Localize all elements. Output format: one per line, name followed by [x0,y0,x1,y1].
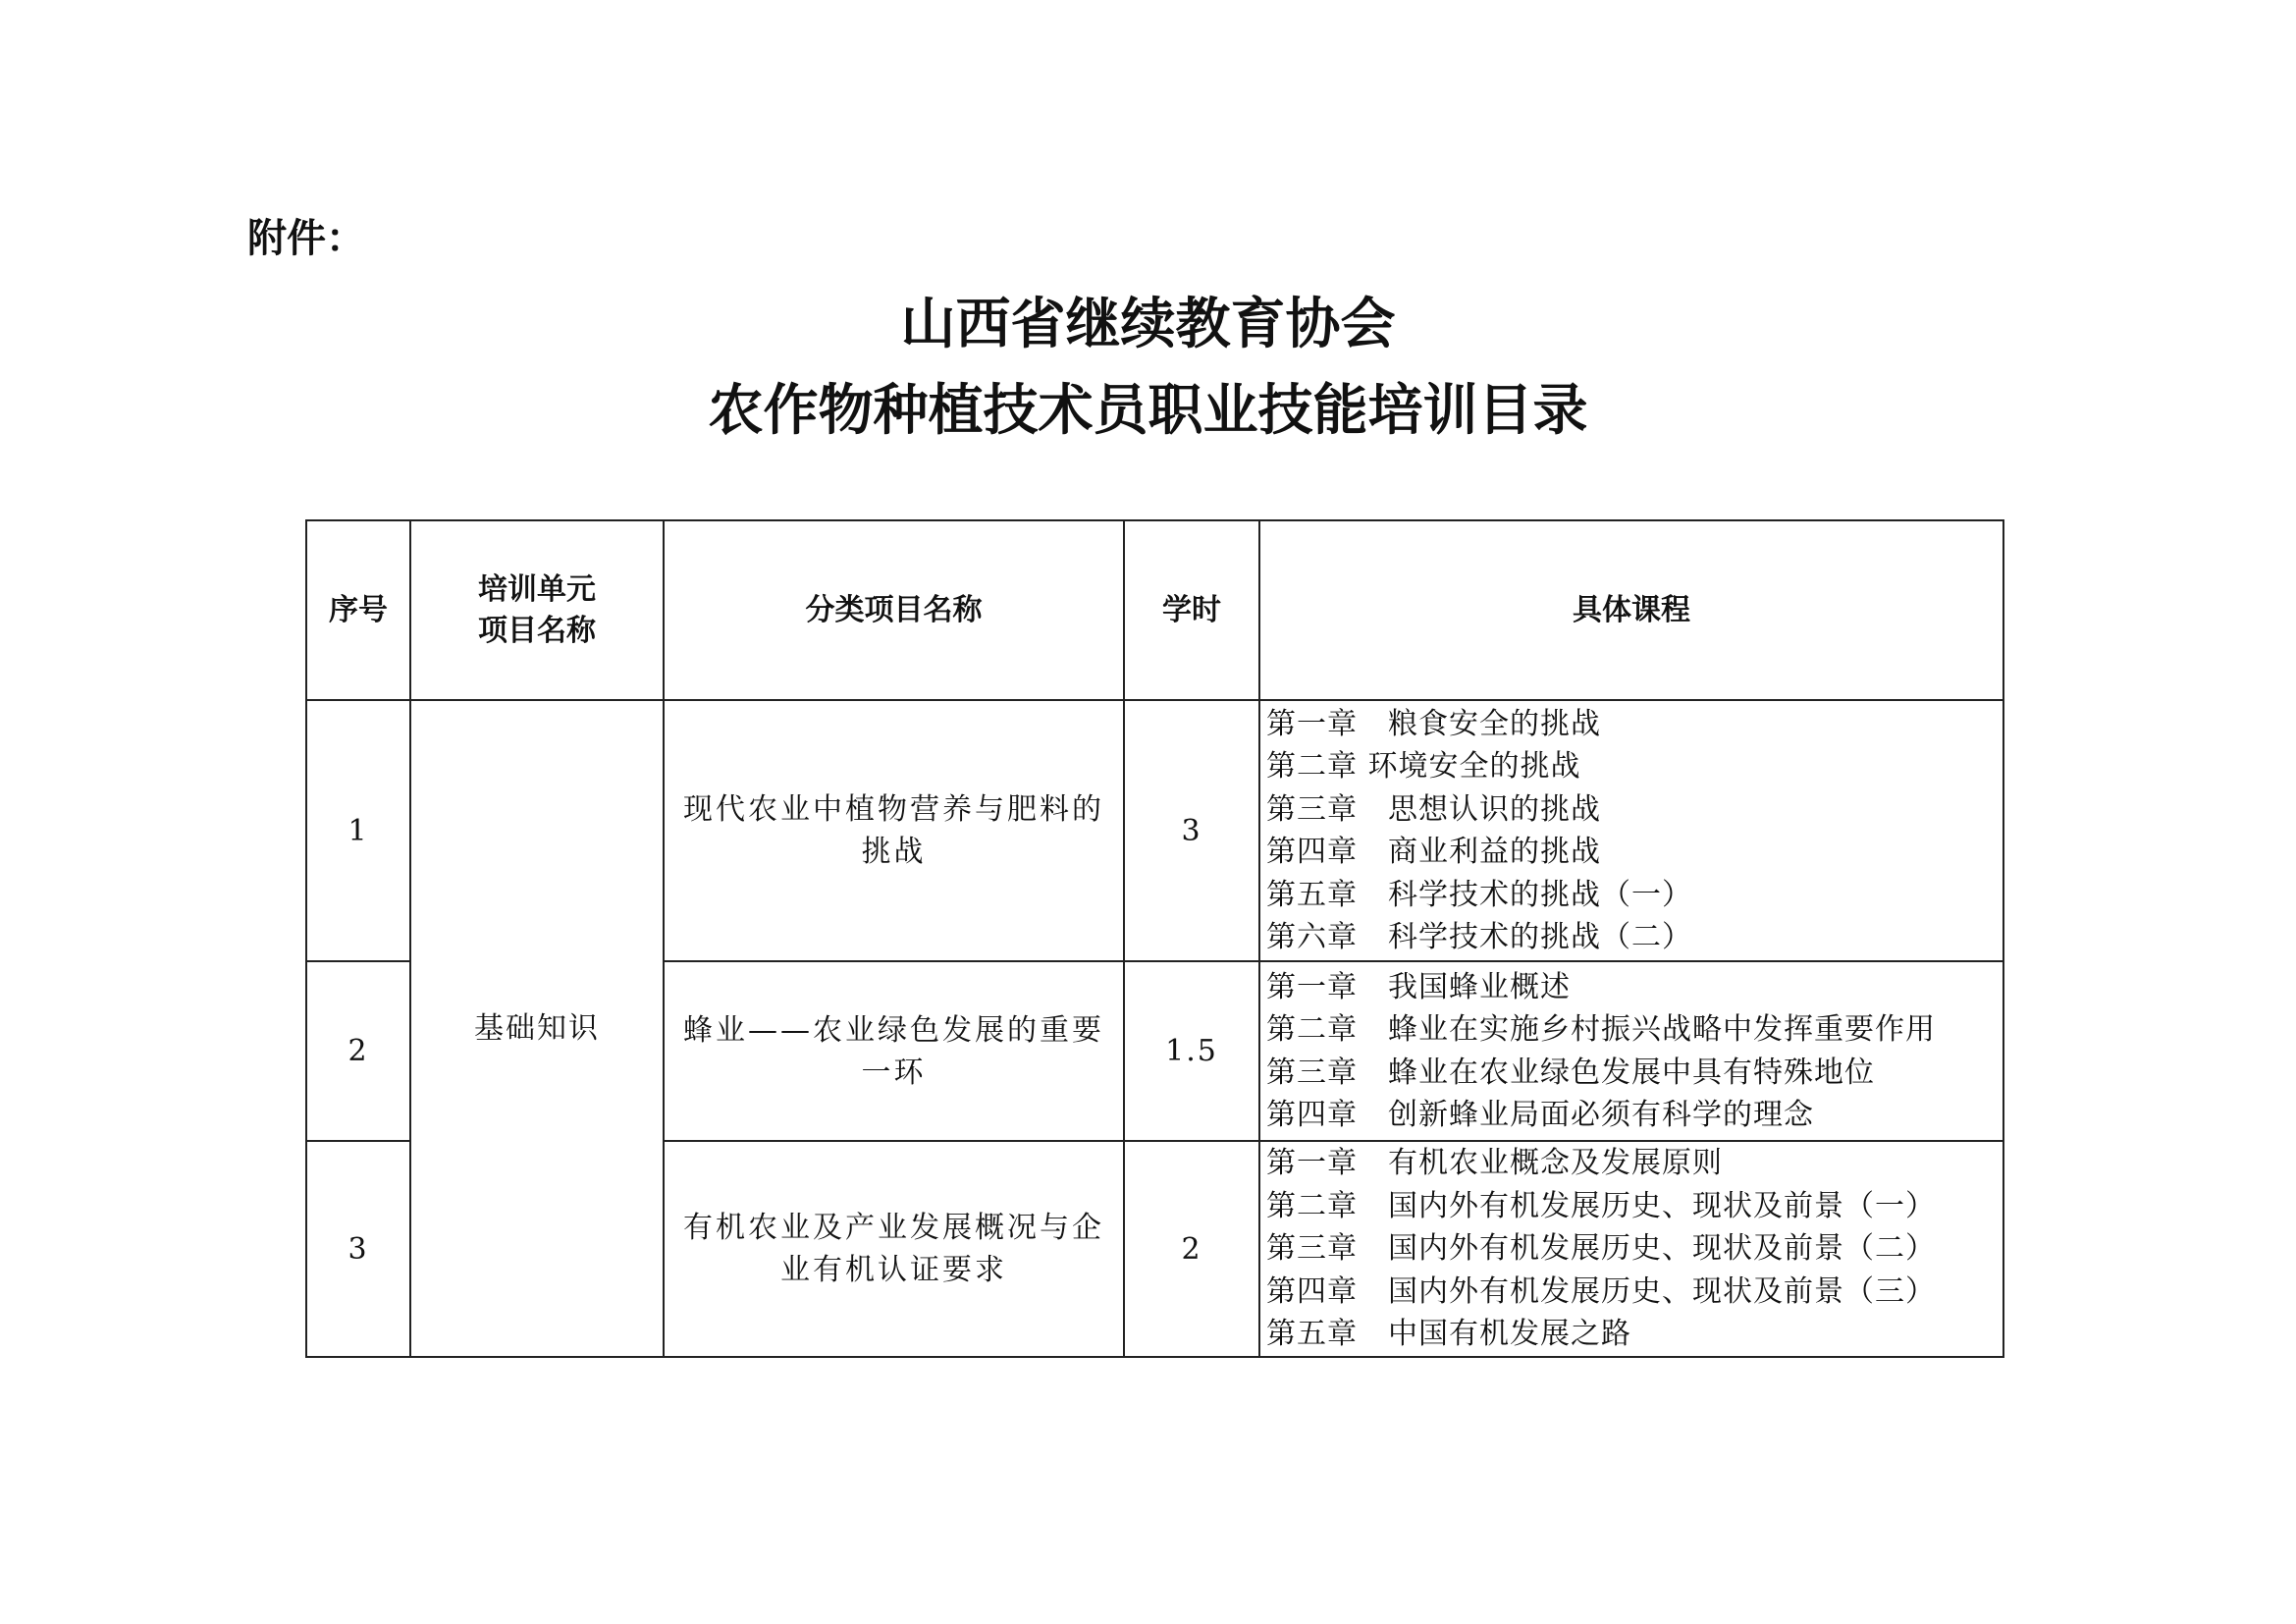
row-hours: 2 [1124,1141,1259,1357]
header-seq: 序号 [306,520,410,700]
row-seq: 3 [306,1141,410,1357]
attachment-label: 附件： [247,216,365,261]
course-item: 第三章 国内外有机发展历史、现状及前景（二） [1266,1231,1936,1267]
row-seq: 1 [306,700,410,961]
course-item: 第二章 蜂业在实施乡村振兴战略中发挥重要作用 [1266,1012,1936,1047]
unit-name-cell: 基础知识 [410,700,664,1357]
course-item: 第三章 思想认识的挑战 [1266,791,1601,827]
course-item: 第六章 科学技术的挑战（二） [1266,920,1692,954]
table-row [306,700,2003,961]
course-item: 第五章 中国有机发展之路 [1266,1317,1631,1352]
course-item: 第一章 有机农业概念及发展原则 [1266,1146,1723,1181]
training-catalog-table [305,519,2004,1358]
course-item: 第四章 创新蜂业局面必须有科学的理念 [1266,1098,1814,1132]
header-unit-name [410,520,664,700]
header-unit-name-line-1: 培训单元 [478,571,596,607]
row-hours: 3 [1124,700,1259,961]
row-courses [1259,1141,2003,1357]
document-title-line-1: 山西省继续教育协会 [900,293,1396,356]
row-hours: 1.5 [1124,961,1259,1141]
course-item: 第三章 蜂业在农业绿色发展中具有特殊地位 [1266,1055,1875,1090]
header-unit-name-line-2: 项目名称 [478,613,596,648]
course-item: 第二章 环境安全的挑战 [1266,749,1581,784]
course-item: 第一章 粮食安全的挑战 [1266,706,1601,741]
header-hours: 学时 [1124,520,1259,700]
row-category: 有机农业及产业发展概况与企业有机认证要求 [664,1141,1124,1357]
row-courses [1259,700,2003,961]
course-item: 第四章 商业利益的挑战 [1266,835,1601,869]
table-header-row [306,520,2003,700]
document-title-line-2: 农作物种植技术员职业技能培训目录 [708,379,1588,443]
header-category: 分类项目名称 [664,520,1124,700]
row-seq: 2 [306,961,410,1141]
row-category: 蜂业——农业绿色发展的重要一环 [664,961,1124,1141]
course-item: 第五章 科学技术的挑战（一） [1266,877,1692,912]
course-item: 第二章 国内外有机发展历史、现状及前景（一） [1266,1188,1936,1223]
row-category: 现代农业中植物营养与肥料的挑战 [664,700,1124,961]
course-item: 第四章 国内外有机发展历史、现状及前景（三） [1266,1273,1936,1309]
header-courses: 具体课程 [1259,520,2003,700]
course-item: 第一章 我国蜂业概述 [1266,969,1571,1004]
row-courses [1259,961,2003,1141]
